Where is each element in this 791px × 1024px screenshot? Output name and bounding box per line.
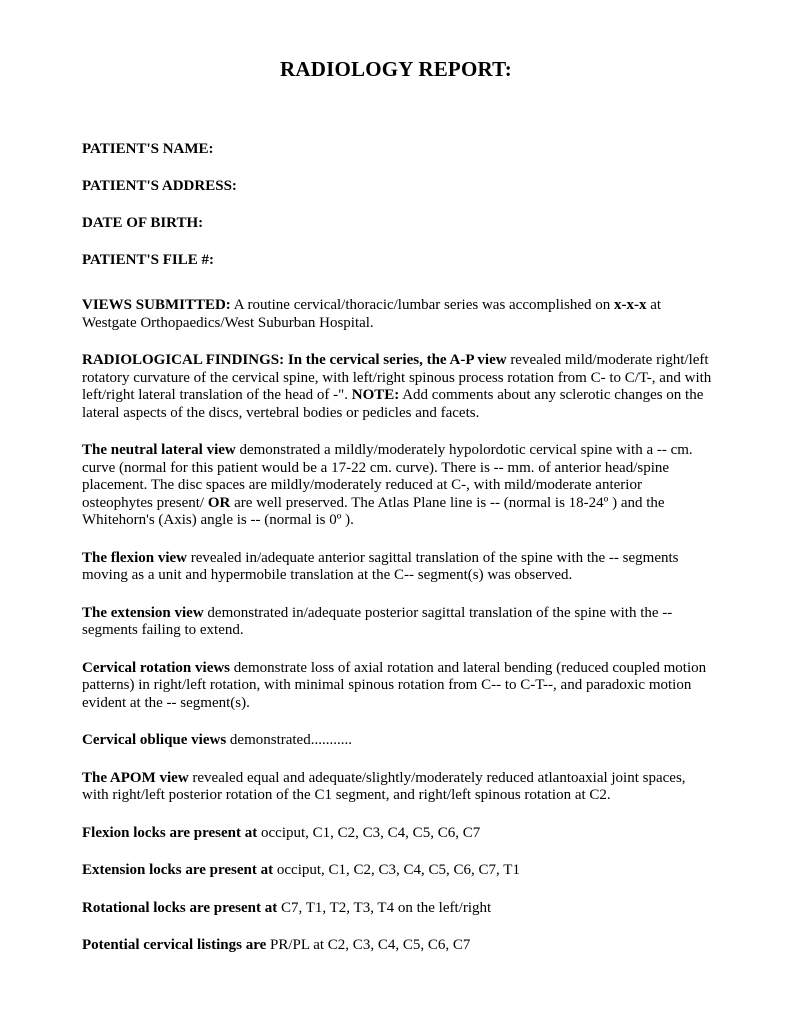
text-run: C7, T1, T2, T3, T4 on the left/right xyxy=(277,899,492,916)
text-run: demonstrate loss of axial rotation and lateral bending (reduced coupled motion patterns) in right/left rotation, with minimal spinous rotation from C-- to C-T--, and paradoxic motion evident at the -- segment(s). xyxy=(82,659,707,711)
text-run: Extension locks are present at xyxy=(82,862,274,878)
report-paragraph xyxy=(82,732,712,750)
text-run: Potential cervical listings are xyxy=(82,937,267,953)
text-run: RADIOLOGICAL FINDINGS: In the cervical series, the A-P view xyxy=(82,352,507,368)
report-title: RADIOLOGY REPORT: xyxy=(280,57,512,81)
report-paragraph xyxy=(82,825,712,843)
report-paragraph xyxy=(82,550,712,585)
report-paragraph xyxy=(82,862,712,880)
text-run: The flexion view xyxy=(82,549,187,566)
text-run: PR/PL at C2, C3, C4, C5, C6, C7 xyxy=(266,937,471,953)
text-run: demonstrated in/adequate posterior sagittal translation of the spine with the -- segments failing to extend. xyxy=(82,604,673,638)
text-run: revealed mild/moderate right/left rotatory curvature of the cervical spine, with left/right spinous process rotation from C- to C/T-, and with left/right lateral translation of the head of -". xyxy=(82,352,712,403)
text-run: revealed in/adequate anterior sagittal translation of the spine with the -- segments moving as a unit and hypermobile translation at the C-- segment(s) was observed. xyxy=(82,549,679,583)
report-paragraph xyxy=(82,442,712,530)
report-paragraphs xyxy=(82,297,710,955)
report-paragraph xyxy=(82,297,712,332)
text-run: Flexion locks are present at xyxy=(82,824,258,841)
text-run: Rotational locks are present at xyxy=(82,899,278,916)
report-paragraph xyxy=(82,660,712,713)
text-run: occiput, C1, C2, C3, C4, C5, C6, C7 xyxy=(257,824,481,841)
text-run: are well preserved. The Atlas Plane line is -- (normal is 18-24º ) and the Whitehorn's (Axis) angle is -- (normal is 0º ). xyxy=(82,494,665,528)
text-run: at Westgate Orthopaedics/West Suburban Hospital. xyxy=(82,297,662,331)
report-paragraph xyxy=(82,937,712,955)
text-run: x-x-x xyxy=(614,297,647,313)
text-run: NOTE: xyxy=(351,387,400,403)
text-run: revealed equal and adequate/slightly/moderately reduced atlantoaxial joint spaces, with right/left posterior rotation of the C1 segment, and right/left spinous rotation at C2. xyxy=(82,769,686,803)
text-run: demonstrated a mildly/moderately hypolordotic cervical spine with a -- cm. curve (normal for this patient would be a 17-22 cm. curve). There is -- mm. of anterior head/spine placement. The disc spaces are mildly/moderately reduced at C-, with mild/moderate anterior osteophytes present/ xyxy=(82,442,693,511)
text-run: Add comments about any sclerotic changes on the lateral aspects of the discs, vertebral bodies or pedicles and facets. xyxy=(82,387,704,421)
text-run: VIEWS SUBMITTED: xyxy=(82,297,231,313)
patient-field-label: DATE OF BIRTH: xyxy=(82,215,204,231)
report-paragraph xyxy=(82,605,712,640)
text-run: OR xyxy=(207,494,231,511)
patient-fields xyxy=(82,140,710,269)
text-run: The extension view xyxy=(82,604,204,621)
report-paragraph xyxy=(82,352,712,422)
patient-field-label: PATIENT'S FILE #: xyxy=(82,252,214,268)
report-paragraph xyxy=(82,900,712,918)
text-run: The neutral lateral view xyxy=(82,442,236,458)
report-paragraph xyxy=(82,770,712,805)
patient-field-label: PATIENT'S NAME: xyxy=(82,141,214,157)
text-run: Cervical rotation views xyxy=(82,659,231,676)
text-run: demonstrated........... xyxy=(226,732,352,748)
text-run: A routine cervical/thoracic/lumbar series was accomplished on xyxy=(230,297,614,313)
patient-field-label: PATIENT'S ADDRESS: xyxy=(82,178,237,194)
text-run: Cervical oblique views xyxy=(82,732,227,748)
text-run: The APOM view xyxy=(82,769,189,786)
text-run: occiput, C1, C2, C3, C4, C5, C6, C7, T1 xyxy=(273,862,520,878)
